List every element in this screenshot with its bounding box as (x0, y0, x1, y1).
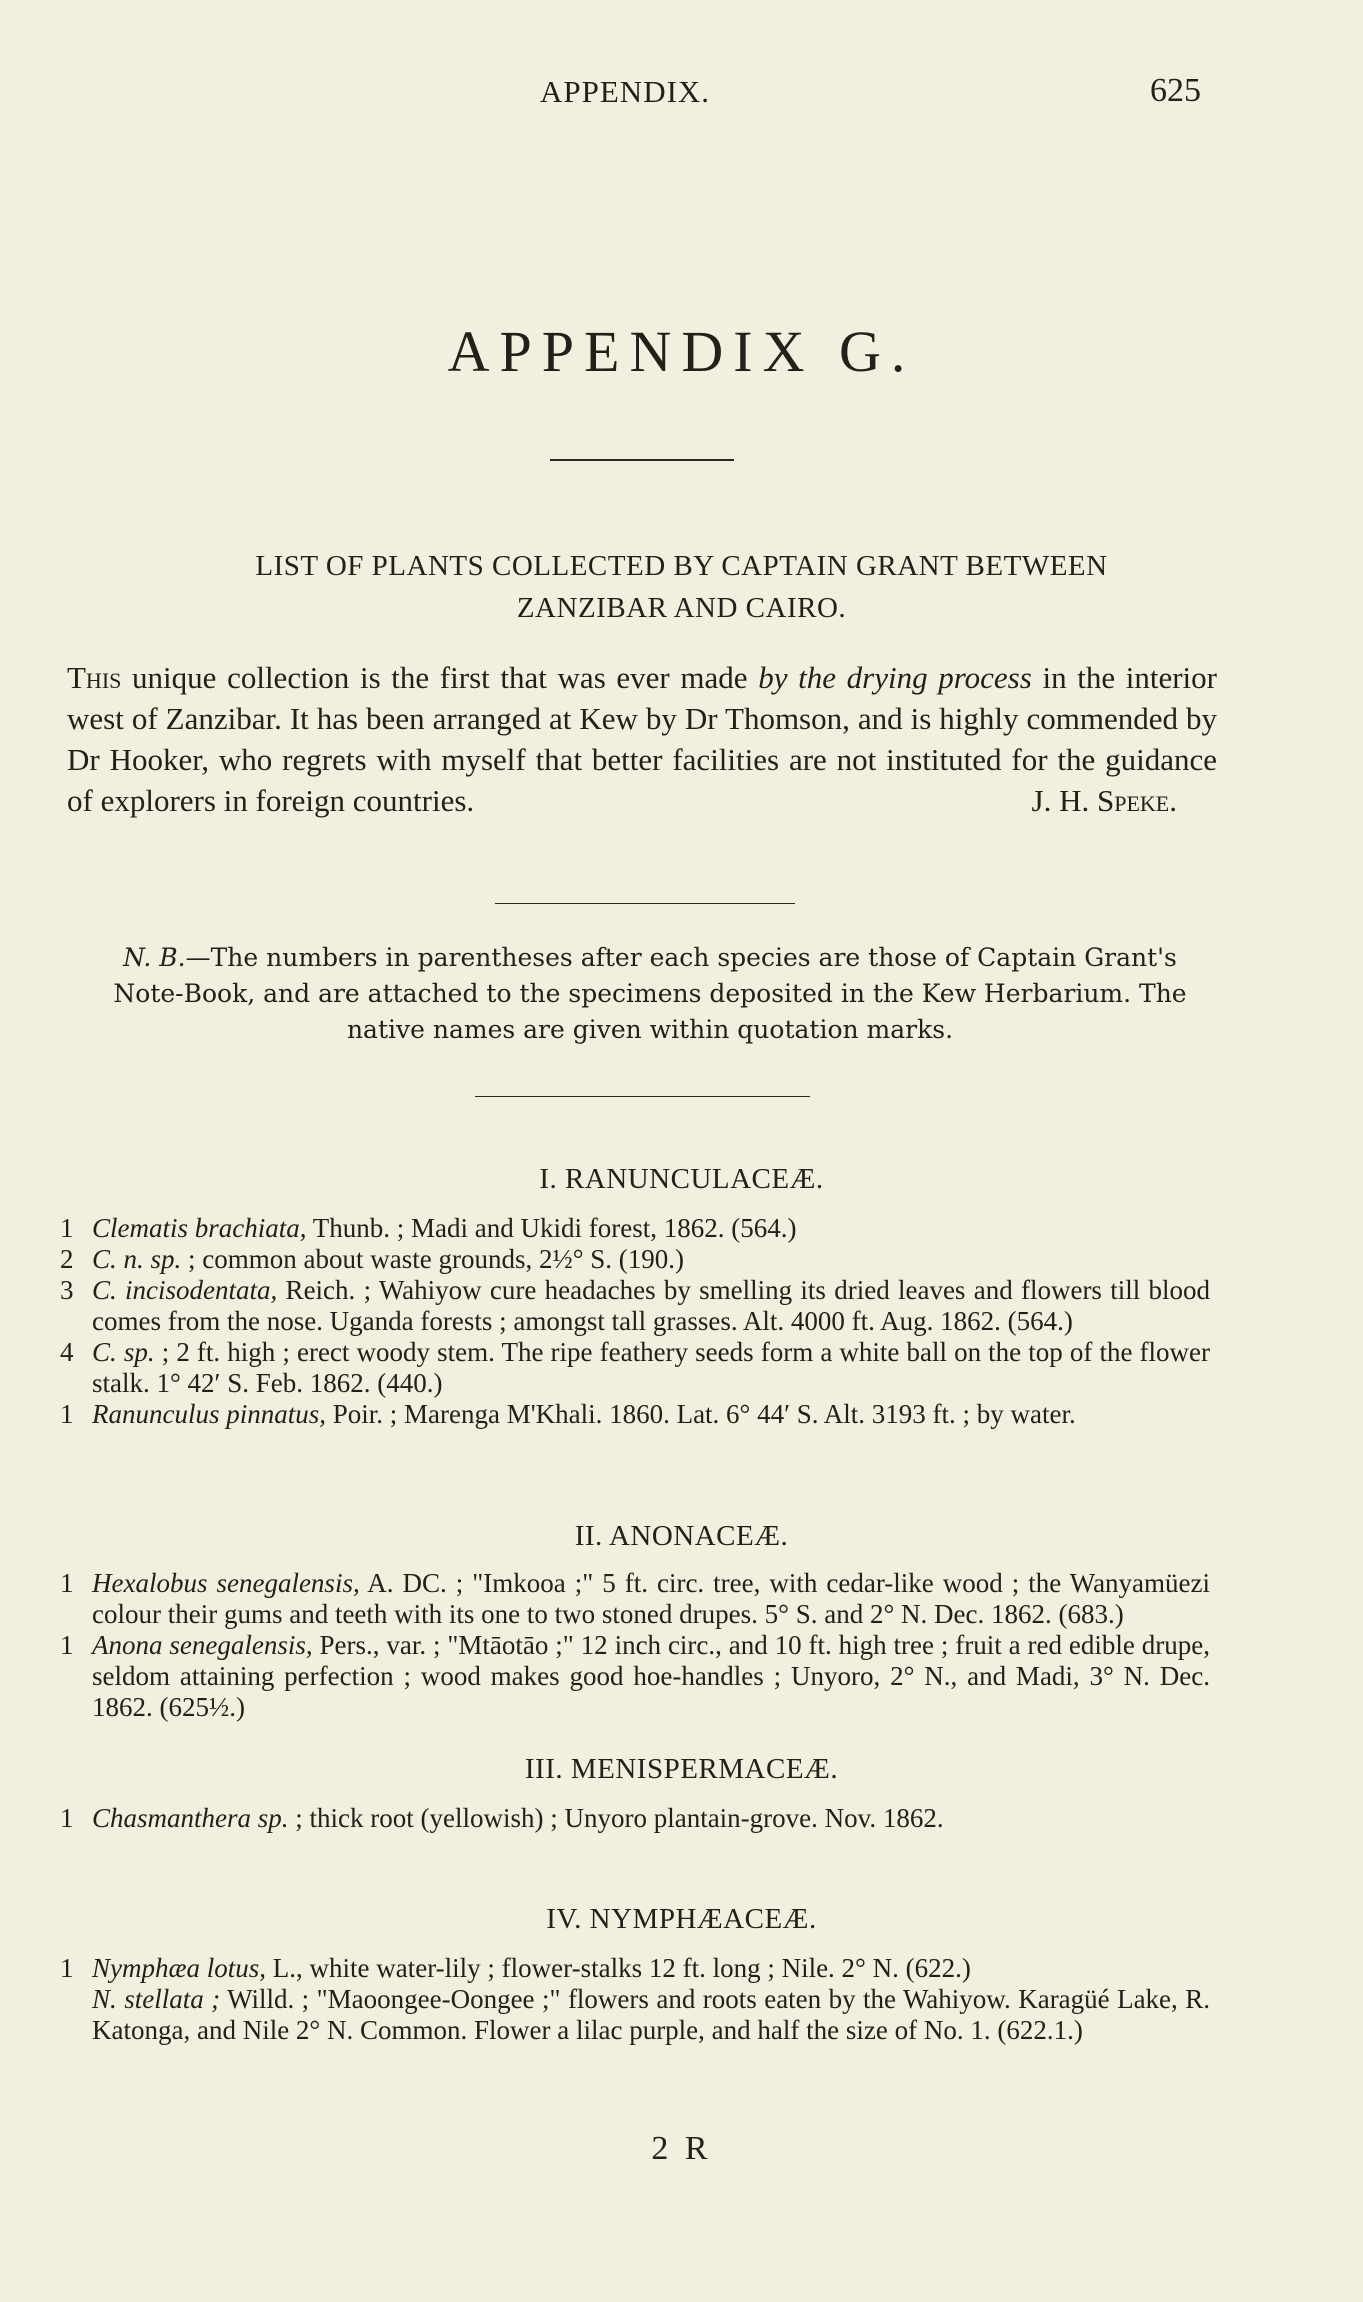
title-rule (550, 459, 734, 461)
species-entry (60, 1213, 1210, 1244)
species-entry (60, 1244, 1210, 1275)
note-rule (475, 1096, 810, 1097)
intro-paragraph (67, 657, 1217, 821)
species-entry (60, 1337, 1210, 1399)
entry-number: 3 (60, 1275, 74, 1305)
intro-italic: by the drying process (758, 660, 1032, 695)
species-name: Hexalobus senegalensis, (92, 1568, 360, 1598)
species-entry (60, 1399, 1210, 1430)
species-entry (60, 1953, 1210, 1984)
entry-number: 1 (60, 1568, 74, 1598)
entry-text: Reich. ; Wahiyow cure headaches by smelling its dried leaves and flowers till blood comes from the nose. Uganda forests ; amongst tall grasses. Alt. 4000 ft. Aug. 1862. (564.) (92, 1275, 1211, 1336)
species-name: Ranunculus pinnatus, (92, 1399, 326, 1429)
signature-mark: 2 R (651, 2130, 712, 2167)
species-name: Nymphæa lotus, (92, 1953, 267, 1983)
species-name: N. stellata ; (92, 1984, 221, 2014)
note-lead: N. B. (123, 943, 186, 972)
intro-lead: This (67, 660, 122, 695)
section-entries (60, 1568, 1210, 1723)
entry-number: 1 (60, 1399, 74, 1429)
section-entries (60, 1213, 1210, 1430)
entry-text: ; common about waste grounds, 2½° S. (190.) (181, 1244, 685, 1274)
section-heading: IV. NYMPHÆACEÆ. (546, 1903, 817, 1935)
section-heading: III. MENISPERMACEÆ. (524, 1753, 839, 1785)
species-entry (60, 1984, 1210, 2046)
species-entry (60, 1630, 1210, 1723)
section-entries (60, 1803, 1210, 1834)
species-name: Chasmanthera sp. (92, 1803, 289, 1833)
appendix-title: APPENDIX G. (447, 319, 916, 384)
entry-number: 2 (60, 1244, 74, 1274)
running-head: APPENDIX. (540, 74, 711, 109)
entry-text: Poir. ; Marenga M'Khali. 1860. Lat. 6° 44′ S. Alt. 3193 ft. ; by water. (326, 1399, 1076, 1429)
section-heading: II. ANONACEÆ. (574, 1520, 789, 1552)
species-entry (60, 1803, 1210, 1834)
species-name: C. incisodentata, (92, 1275, 278, 1305)
species-entry (60, 1568, 1210, 1630)
page-number: 625 (1150, 72, 1201, 109)
intro-text-2: in the interior west of Zanzibar. It has been arranged at Kew by Dr Thomson, and is highly commended by Dr Hooker, who regrets with myself that better facilities are not instituted for the guidance of explorers in foreign countries. (67, 660, 1217, 818)
subtitle-line-2: ZANZIBAR AND CAIRO. (516, 592, 847, 624)
entry-text: A. DC. ; "Imkooa ;" 5 ft. circ. tree, with cedar-like wood ; the Wanyamüezi colour their gums and teeth with its one to two stoned drupes. 5° S. and 2° N. Dec. 1862. (683.) (92, 1568, 1211, 1629)
entry-number: 1 (60, 1213, 74, 1243)
subtitle-line-1: LIST OF PLANTS COLLECTED BY CAPTAIN GRANT BETWEEN (255, 550, 1108, 582)
species-name: C. sp. (92, 1337, 155, 1367)
entry-text: Thunb. ; Madi and Ukidi forest, 1862. (564.) (306, 1213, 797, 1243)
entry-text: Pers., var. ; "Mtāotāo ;" 12 inch circ., and 10 ft. high tree ; fruit a red edible drupe, seldom attaining perfection ; wood makes good hoe-handles ; Unyoro, 2° N., and Madi, 3° N. Dec. 1862. (625½.) (92, 1630, 1210, 1722)
entry-number: 1 (60, 1953, 74, 1983)
species-name: Clematis brachiata, (92, 1213, 307, 1243)
entry-text: ; thick root (yellowish) ; Unyoro plantain-grove. Nov. 1862. (288, 1803, 944, 1833)
section-heading: I. RANUNCULACEÆ. (539, 1163, 824, 1195)
list-subtitle (100, 545, 1263, 629)
entry-number: 1 (60, 1803, 74, 1833)
entry-text: Willd. ; "Maoongee-Oongee ;" flowers and roots eaten by the Wahiyow. Karagüé Lake, R. Katonga, and Nile 2° N. Common. Flower a lilac purple, and half the size of No. 1. (622.1.) (92, 1984, 1210, 2045)
intro-rule (495, 903, 795, 904)
section-entries (60, 1953, 1210, 2046)
intro-text-1: unique collection is the first that was ever made (121, 660, 759, 695)
entry-text: ; 2 ft. high ; erect woody stem. The ripe feathery seeds form a white ball on the top of the flower stalk. 1° 42′ S. Feb. 1862. (440.) (92, 1337, 1210, 1398)
intro-signature: J. H. Speke. (1031, 783, 1177, 818)
note-paragraph (100, 940, 1200, 1048)
species-name: C. n. sp. (92, 1244, 182, 1274)
entry-text: L., white water-lily ; flower-stalks 12 ft. long ; Nile. 2° N. (622.) (266, 1953, 971, 1983)
entry-number: 4 (60, 1337, 74, 1367)
species-entry (60, 1275, 1210, 1337)
species-name: Anona senegalensis, (92, 1630, 313, 1660)
entry-number: 1 (60, 1630, 74, 1660)
note-text: —The numbers in parentheses after each species are those of Captain Grant's Note-Book, and are attached to the specimens deposited in the Kew Herbarium. The native names are given within quotation marks. (113, 943, 1187, 1044)
